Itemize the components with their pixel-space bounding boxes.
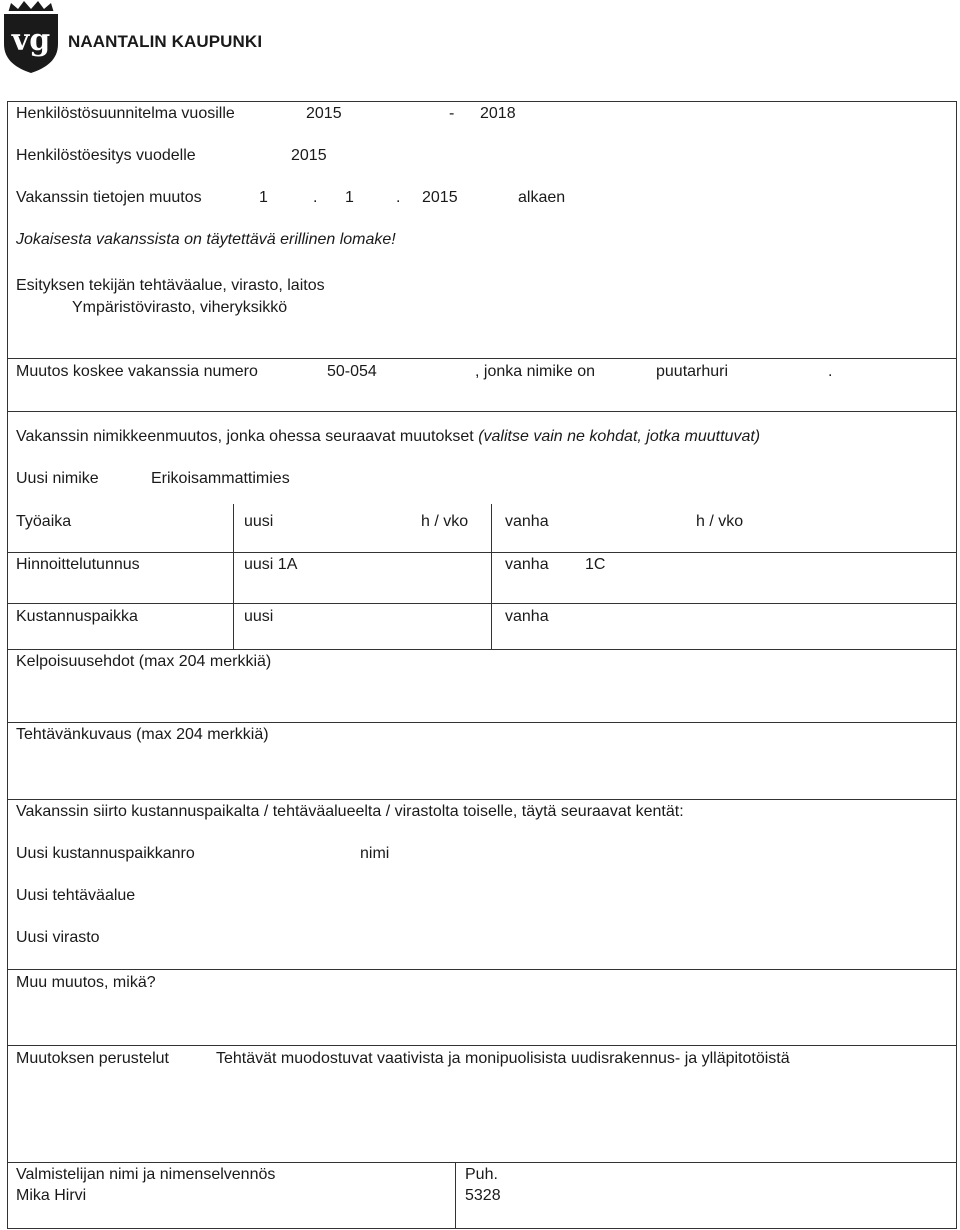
phone-field[interactable]: 5328 (465, 1187, 501, 1204)
nimikemuutos-label: Vakanssin nimikkeenmuutos, jonka ohessa seuraavat muutokset (16, 428, 474, 445)
muutos-month-field[interactable]: 1 (345, 189, 354, 206)
muutos-dot: . (396, 189, 401, 206)
divider (7, 1162, 957, 1163)
tyoaika-unit: h / vko (696, 513, 744, 530)
divider (7, 649, 957, 650)
column-divider (233, 504, 234, 649)
divider (7, 1045, 957, 1046)
divider (7, 603, 957, 604)
kustannus-vanha-label: vanha (505, 608, 549, 625)
hinnoittelu-uusi-field[interactable]: uusi 1A (244, 556, 298, 573)
tyoaika-label: Työaika (16, 513, 72, 530)
divider (7, 722, 957, 723)
muutos-year-field[interactable]: 2015 (422, 189, 458, 206)
nimikemuutos-heading (16, 428, 760, 446)
tyoaika-vanha-label: vanha (505, 513, 549, 530)
valmistelija-label: Valmistelijan nimi ja nimenselvennös (16, 1166, 276, 1183)
vakanssi-end-dot: . (828, 363, 833, 380)
divider (7, 799, 957, 800)
hinnoittelu-vanha-field[interactable]: 1C (585, 556, 606, 573)
siirto-tehtavaalue-label: Uusi tehtäväalue (16, 887, 136, 904)
vakanssi-number-field[interactable]: 50-054 (327, 363, 377, 380)
tehtavankuvaus-label: Tehtävänkuvaus (max 204 merkkiä) (16, 726, 269, 743)
plan-label: Henkilöstösuunnitelma vuosille (16, 105, 235, 122)
tyoaika-unit: h / vko (421, 513, 469, 530)
esitys-label: Henkilöstöesitys vuodelle (16, 147, 196, 164)
uusi-nimike-field[interactable]: Erikoisammattimies (151, 470, 290, 487)
plan-dash: - (449, 105, 455, 122)
naantali-coat-of-arms-logo (0, 0, 62, 74)
perustelut-field[interactable]: Tehtävät muodostuvat vaativista ja monipuolisista uudisrakennus- ja ylläpitotöistä (216, 1050, 790, 1067)
vakanssi-label: Muutos koskee vakanssia numero (16, 363, 258, 380)
tekija-field[interactable]: Ympäristövirasto, viheryksikkö (72, 299, 288, 316)
muutos-day-field[interactable]: 1 (259, 189, 268, 206)
siirto-virasto-label: Uusi virasto (16, 929, 100, 946)
plan-to-field[interactable]: 2018 (480, 105, 516, 122)
vakanssi-nimike-label: , jonka nimike on (475, 363, 596, 380)
uusi-nimike-label: Uusi nimike (16, 470, 99, 487)
hinnoittelu-vanha-label: vanha (505, 556, 549, 573)
siirto-nimi-label: nimi (360, 845, 390, 862)
divider (7, 552, 957, 553)
kustannus-uusi-label: uusi (244, 608, 274, 625)
valmistelija-name-field[interactable]: Mika Hirvi (16, 1187, 87, 1204)
siirto-label: Vakanssin siirto kustannuspaikalta / tehtäväalueelta / virastolta toiselle, täytä seuraavat kentät: (16, 803, 684, 820)
divider (7, 411, 957, 412)
hinnoittelu-label: Hinnoittelutunnus (16, 556, 140, 573)
column-divider (491, 504, 492, 649)
divider (7, 969, 957, 970)
tyoaika-uusi-label: uusi (244, 513, 274, 530)
perustelut-label: Muutoksen perustelut (16, 1050, 169, 1067)
instruction-text: Jokaisesta vakanssista on täytettävä erillinen lomake! (16, 231, 396, 248)
muutos-suffix: alkaen (518, 189, 566, 206)
vakanssi-nimike-field[interactable]: puutarhuri (656, 363, 729, 380)
muutos-dot: . (313, 189, 318, 206)
plan-from-field[interactable]: 2015 (306, 105, 342, 122)
kelpoisuus-label: Kelpoisuusehdot (max 204 merkkiä) (16, 653, 272, 670)
organization-name: NAANTALIN KAUPUNKI (68, 32, 263, 51)
logo-letters: vg (11, 23, 51, 58)
siirto-kustannuspaikka-label: Uusi kustannuspaikkanro (16, 845, 195, 862)
muutos-label: Vakanssin tietojen muutos (16, 189, 202, 206)
muu-muutos-label: Muu muutos, mikä? (16, 974, 156, 991)
esitys-year-field[interactable]: 2015 (291, 147, 327, 164)
nimikemuutos-note: (valitse vain ne kohdat, jotka muuttuvat) (478, 428, 761, 445)
phone-label: Puh. (465, 1166, 498, 1183)
kustannus-label: Kustannuspaikka (16, 608, 138, 625)
column-divider (455, 1162, 456, 1229)
divider (7, 358, 957, 359)
tekija-label: Esityksen tekijän tehtäväalue, virasto, laitos (16, 277, 325, 294)
